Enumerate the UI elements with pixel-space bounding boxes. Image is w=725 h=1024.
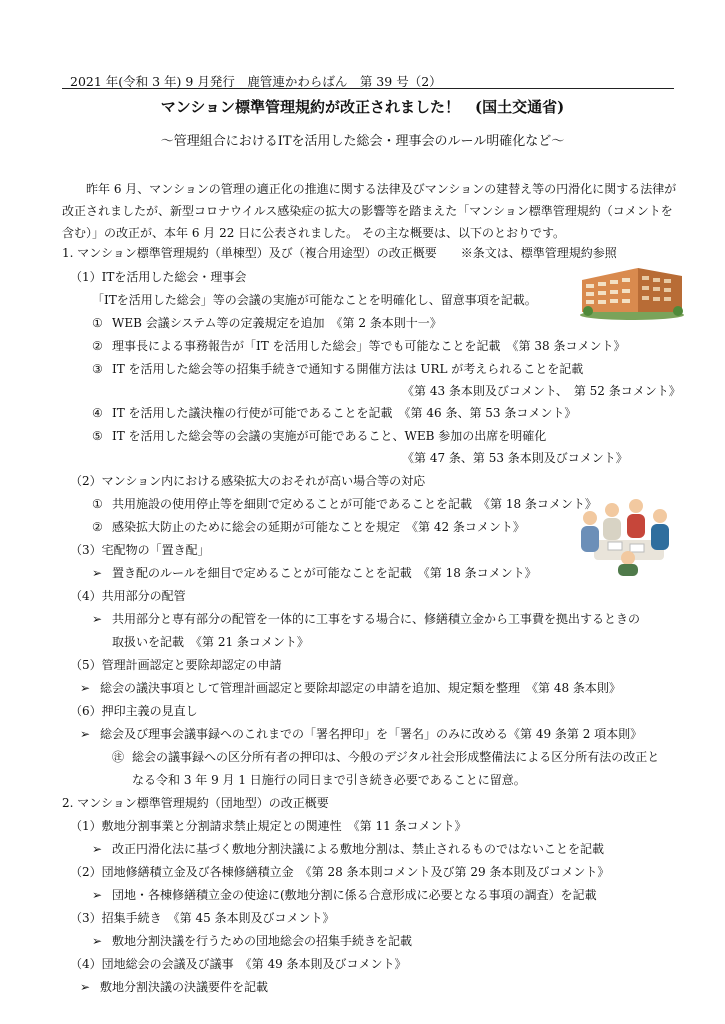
s1-sub1-heading: （1）ITを活用した総会・理事会 bbox=[70, 270, 247, 284]
s1-sub1-item-1: ① WEB 会議システム等の定義規定を追加 《第 2 条本則十一》 bbox=[92, 316, 442, 330]
s1-sub6-heading: （6）押印主義の見直し bbox=[70, 704, 198, 718]
s1-sub6-note: ㊟ 総会の議事録への区分所有者の押印は、今般のデジタル社会形成整備法による区分所有法の改正と bbox=[112, 750, 660, 764]
s1-sub1-item-4: ④ IT を活用した議決権の行使が可能であることを記載 《第 46 条、第 53 条コメント》 bbox=[92, 406, 577, 420]
header-rule bbox=[62, 88, 674, 89]
s2-sub2-heading: （2）団地修繕積立金及び各棟修繕積立金 《第 28 条本則コメント及び第 29 条本則及びコメント》 bbox=[70, 865, 610, 879]
s1-sub4-item: ➢ 共用部分と専有部分の配管を一体的に工事をする場合に、修繕積立金から工事費を拠出するときの bbox=[92, 612, 641, 626]
s1-sub2-item-2: ② 感染拡大防止のために総会の延期が可能なことを規定 《第 42 条コメント》 bbox=[92, 520, 525, 534]
s1-sub3-heading: （3）宅配物の「置き配」 bbox=[70, 543, 210, 557]
s1-sub6-item: ➢ 総会及び理事会議事録へのこれまでの「署名押印」を「署名」のみに改める《第 49 条第 2 項本則》 bbox=[80, 727, 643, 741]
s1-sub1-item-3-ref: 《第 43 条本則及びコメント、 第 52 条コメント》 bbox=[402, 384, 681, 398]
issue-header: 2021 年(令和 3 年) 9 月発行 鹿管連かわらばん 第 39 号（2） bbox=[70, 74, 442, 89]
s1-sub1-item-5-ref: 《第 47 条、第 53 条本則及びコメント》 bbox=[402, 451, 628, 465]
s1-sub5-heading: （5）管理計画認定と要除却認定の申請 bbox=[70, 658, 282, 672]
s2-sub3-heading: （3）招集手続き 《第 45 条本則及びコメント》 bbox=[70, 911, 335, 925]
s1-sub2-item-1: ① 共用施設の使用停止等を細則で定めることが可能であることを記載 《第 18 条コメント》 bbox=[92, 497, 597, 511]
meeting-people-illustration bbox=[572, 492, 682, 576]
intro-text: 昨年 6 月、マンションの管理の適正化の推進に関する法律及びマンションの建替え等の円滑化に関する法律が改正されましたが、新型コロナウイルス感染症の拡大の影響等を踏まえた「マンション標準管理規約（コメントを含む）」の改正が、本年 6 月 22 日に公表されました。 その主な概要は、以下のとおりです。 bbox=[62, 182, 677, 240]
s2-sub3-item: ➢ 敷地分割決議を行うための団地総会の招集手続きを記載 bbox=[92, 934, 413, 948]
s2-sub4-item: ➢ 敷地分割決議の決議要件を記載 bbox=[80, 980, 269, 994]
s1-sub3-item: ➢ 置き配のルールを細目で定めることが可能なことを記載 《第 18 条コメント》 bbox=[92, 566, 537, 580]
s1-sub1-item-3: ③ IT を活用した総会等の招集手続きで通知する開催方法は URL が考えられることを記載 bbox=[92, 362, 584, 376]
s1-sub1-lead: 「ITを活用した総会」等の会議の実施が可能なことを明確化し、留意事項を記載。 bbox=[92, 293, 537, 307]
s1-sub1-item-2: ② 理事長による事務報告が「IT を活用した総会」等でも可能なことを記載 《第 38 条コメント》 bbox=[92, 339, 626, 353]
s1-sub1-item-5: ⑤ IT を活用した総会等の会議の実施が可能であること、WEB 参加の出席を明確化 bbox=[92, 429, 547, 443]
s2-sub2-item: ➢ 団地・各棟修繕積立金の使途に(敷地分割に係る合意形成に必要となる事項の調査）を記載 bbox=[92, 888, 597, 902]
s2-sub1-heading: （1）敷地分割事業と分割請求禁止規定との関連性 《第 11 条コメント》 bbox=[70, 819, 467, 833]
intro-paragraph bbox=[62, 178, 682, 244]
s1-sub4-item-cont: 取扱いを記載 《第 21 条コメント》 bbox=[112, 635, 309, 649]
apartment-building-illustration bbox=[578, 262, 686, 320]
section1-heading: 1. マンション標準管理規約（単棟型）及び（複合用途型）の改正概要 ※条文は、標準管理規約参照 bbox=[62, 246, 617, 260]
page-subtitle: ～管理組合におけるITを活用した総会・理事会のルール明確化など～ bbox=[160, 134, 565, 149]
s2-sub1-item: ➢ 改正円滑化法に基づく敷地分割決議による敷地分割は、禁止されるものではないことを記載 bbox=[92, 842, 605, 856]
s1-sub5-item: ➢ 総会の議決事項として管理計画認定と要除却認定の申請を追加、規定類を整理 《第 48 条本則》 bbox=[80, 681, 621, 695]
s1-sub2-heading: （2）マンション内における感染拡大のおそれが高い場合等の対応 bbox=[70, 474, 426, 488]
section2-heading: 2. マンション標準管理規約（団地型）の改正概要 bbox=[62, 796, 329, 810]
s1-sub6-note-cont: なる令和 3 年 9 月 1 日施行の同日まで引き続き必要であることに留意。 bbox=[132, 773, 526, 787]
s1-sub4-heading: （4）共用部分の配管 bbox=[70, 589, 186, 603]
s2-sub4-heading: （4）団地総会の会議及び議事 《第 49 条本則及びコメント》 bbox=[70, 957, 407, 971]
page-title: マンション標準管理規約が改正されました！ (国土交通省) bbox=[160, 98, 565, 116]
